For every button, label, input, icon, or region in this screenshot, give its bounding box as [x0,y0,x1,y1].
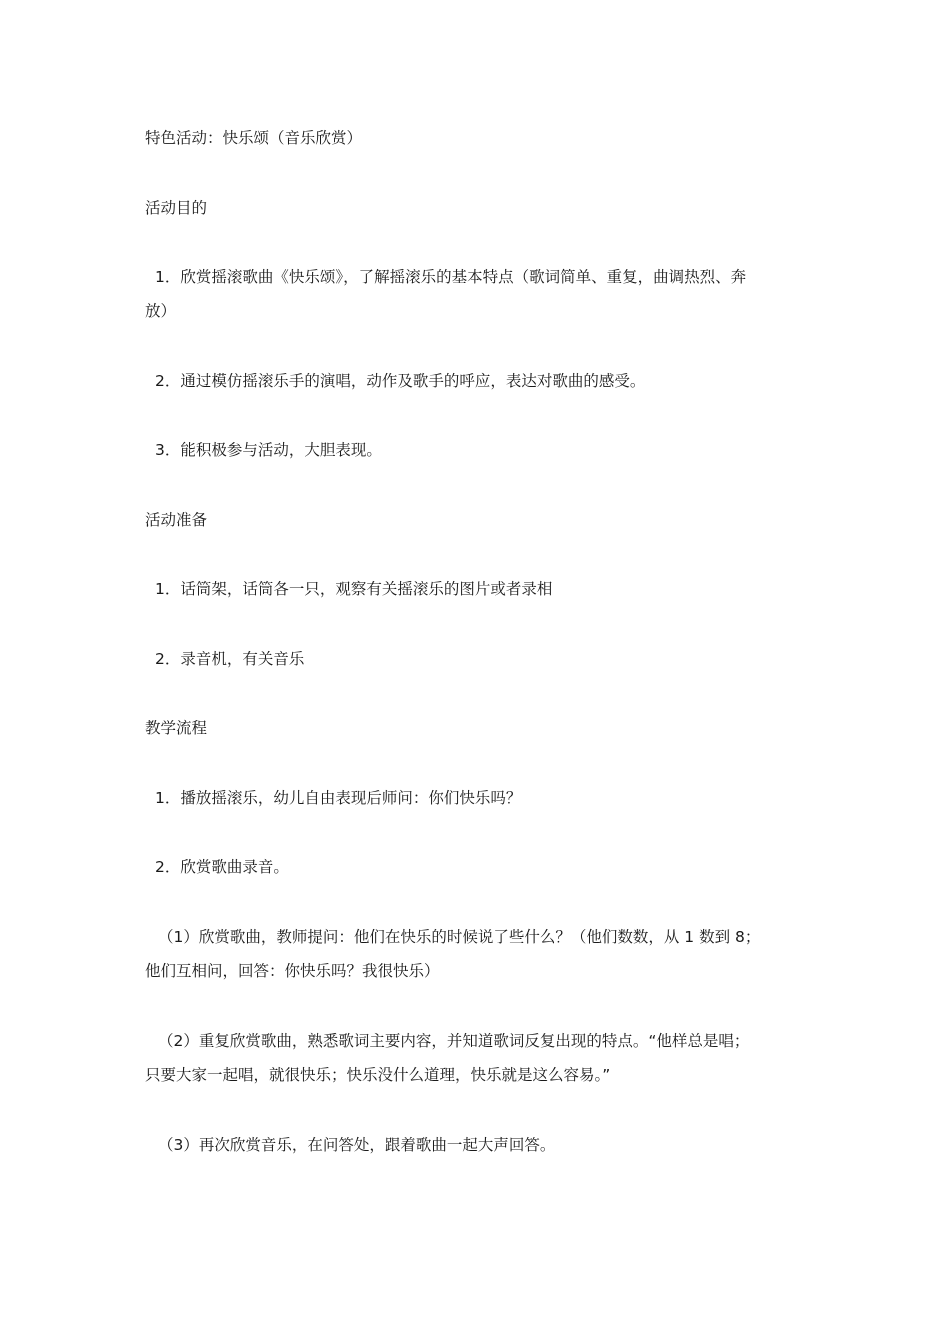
document-title: 特色活动：快乐颂（音乐欣赏） [145,129,363,147]
process-subitem-2-continued: 只要大家一起唱，就很快乐；快乐没什么道理，快乐就是这么容易。” [145,1066,611,1084]
purpose-item-2: 2．通过模仿摇滚乐手的演唱，动作及歌手的呼应，表达对歌曲的感受。 [155,372,646,390]
section-heading-purpose: 活动目的 [145,199,208,217]
preparation-item-2: 2．录音机，有关音乐 [155,650,305,668]
purpose-item-1-continued: 放） [145,302,177,320]
section-heading-process: 教学流程 [145,719,208,737]
process-item-2: 2．欣赏歌曲录音。 [155,858,289,876]
process-subitem-3: （3）再次欣赏音乐，在问答处，跟着歌曲一起大声回答。 [158,1136,556,1154]
purpose-item-3: 3．能积极参与活动，大胆表现。 [155,441,382,459]
preparation-item-1: 1．话筒架，话筒各一只，观察有关摇滚乐的图片或者录相 [155,580,553,598]
purpose-item-1: 1．欣赏摇滚歌曲《快乐颂》，了解摇滚乐的基本特点（歌词简单、重复，曲调热烈、奔 [155,268,747,286]
process-subitem-1: （1）欣赏歌曲，教师提问：他们在快乐的时候说了些什么？（他们数数，从 1 数到 8； [158,928,761,946]
process-subitem-2: （2）重复欣赏歌曲，熟悉歌词主要内容，并知道歌词反复出现的特点。“他样总是唱； [158,1032,750,1050]
process-subitem-1-continued: 他们互相问，回答：你快乐吗？我很快乐） [145,962,440,980]
process-item-1: 1．播放摇滚乐，幼儿自由表现后师问：你们快乐吗？ [155,789,522,807]
section-heading-preparation: 活动准备 [145,511,208,529]
